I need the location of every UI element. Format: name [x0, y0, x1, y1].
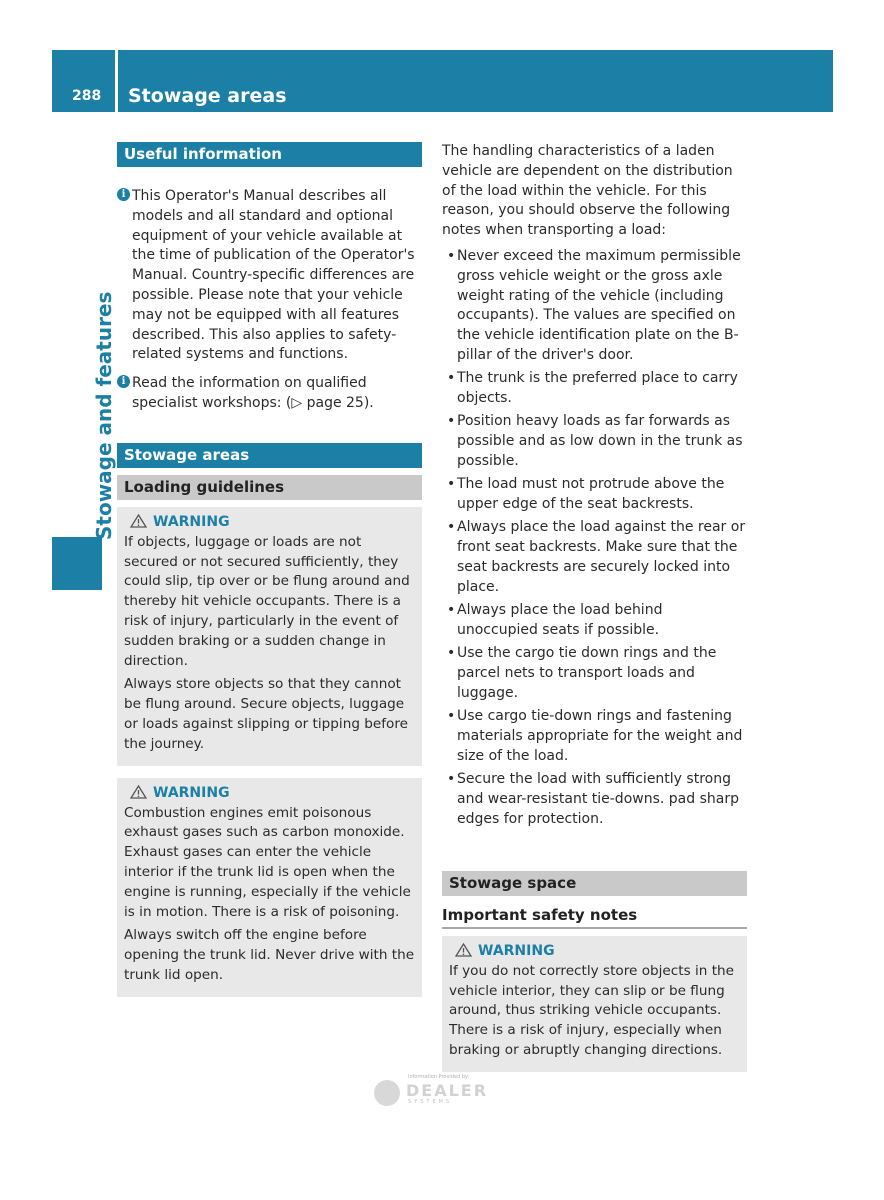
info-note-2-text: Read the information on qualified specialist workshops: (▷ page 25). — [132, 375, 374, 411]
right-column — [442, 142, 747, 1072]
warning-box-interior — [442, 936, 747, 1072]
list-item: • Position heavy loads as far forwards as possible and as low down in the trunk as possible. — [442, 412, 747, 471]
intro-paragraph: The handling characteristics of a laden vehicle are dependent on the distribution of the load within the vehicle. For this reason, you should observe the following notes when transporting a load: — [442, 143, 733, 239]
info-note-1 — [117, 187, 422, 365]
safety-notes-heading: Important safety notes — [442, 906, 747, 929]
warning-box-exhaust — [117, 778, 422, 997]
list-item: • Use the cargo tie down rings and the parcel nets to transport loads and luggage. — [442, 644, 747, 703]
watermark-name: DEALER — [406, 1081, 489, 1100]
header-title: Stowage areas — [128, 85, 287, 107]
warning-text: Always switch off the engine before opening the trunk lid. Never drive with the trunk lid open. — [124, 927, 415, 983]
page-header — [52, 50, 833, 112]
warning-triangle-icon — [130, 785, 147, 799]
watermark-sub-text: SYSTEMS — [408, 1099, 453, 1105]
warning-box-load — [117, 507, 422, 766]
left-column — [117, 142, 422, 997]
loading-guidelines-heading: Loading guidelines — [117, 475, 422, 500]
warning-header — [449, 940, 740, 962]
list-item: • Always place the load against the rear or front seat backrests. Make sure that the seat backrests are securely locked into place. — [442, 518, 747, 597]
list-item: • Use cargo tie-down rings and fastening materials appropriate for the weight and size of the load. — [442, 707, 747, 766]
header-divider — [115, 50, 118, 112]
warning-label: WARNING — [153, 513, 230, 530]
warning-text: Always store objects so that they cannot be flung around. Secure objects, luggage or loads against slipping or tipping before the journey. — [124, 676, 409, 752]
loading-bullet-list — [442, 247, 747, 829]
dealer-watermark — [372, 1072, 512, 1112]
side-tab — [52, 112, 116, 590]
warning-text: If you do not correctly store objects in the vehicle interior, they can slip or be flung around, thus striking vehicle occupants. There is a risk of injury, especially when braking or abruptly changing directions. — [449, 962, 735, 1058]
list-item: • Never exceed the maximum permissible gross vehicle weight or the gross axle weight rating of the vehicle (including occupants). The values are specified on the vehicle identification plate on the B-pillar of the driver's door. — [442, 247, 747, 366]
warning-label: WARNING — [478, 942, 555, 959]
list-item: • The load must not protrude above the upper edge of the seat backrests. — [442, 475, 747, 515]
page-number: 288 — [72, 88, 102, 104]
warning-text: If objects, luggage or loads are not secured or not secured sufficiently, they could slip, tip over or be flung around and thereby hit vehicle occupants. There is a risk of injury, particularly in the event of sudden braking or a sudden change in direction. — [124, 533, 410, 669]
list-item: • The trunk is the preferred place to carry objects. — [442, 369, 747, 409]
watermark-small-text: Information Provided by: — [408, 1074, 470, 1080]
useful-info-heading: Useful information — [117, 142, 422, 167]
list-item: • Always place the load behind unoccupied seats if possible. — [442, 601, 747, 641]
stowage-areas-heading: Stowage areas — [117, 443, 422, 468]
dealer-logo-icon — [374, 1080, 400, 1106]
warning-header — [124, 782, 415, 804]
list-item: • Secure the load with sufficiently strong and wear-resistant tie-downs. pad sharp edges for protection. — [442, 770, 747, 829]
info-note-1-text: This Operator's Manual describes all models and all standard and optional equipment of your vehicle available at the time of publication of the Operator's Manual. Country-specific differences are possible. Please note that your vehicle may not be equipped with all features described. This also applies to safety-related systems and functions. — [132, 188, 415, 363]
warning-header — [124, 511, 415, 533]
info-icon: i — [117, 375, 130, 388]
warning-label: WARNING — [153, 784, 230, 801]
info-note-2 — [117, 374, 422, 414]
warning-text: Combustion engines emit poisonous exhaust gases such as carbon monoxide. Exhaust gases can enter the vehicle interior if the trunk lid is open when the engine is running, especially if the vehicle is in motion. There is a risk of poisoning. — [124, 804, 411, 920]
side-tab-label: Stowage and features — [92, 291, 116, 540]
stowage-space-heading: Stowage space — [442, 871, 747, 896]
warning-triangle-icon — [130, 514, 147, 528]
warning-triangle-icon — [455, 943, 472, 957]
info-icon: i — [117, 188, 130, 201]
